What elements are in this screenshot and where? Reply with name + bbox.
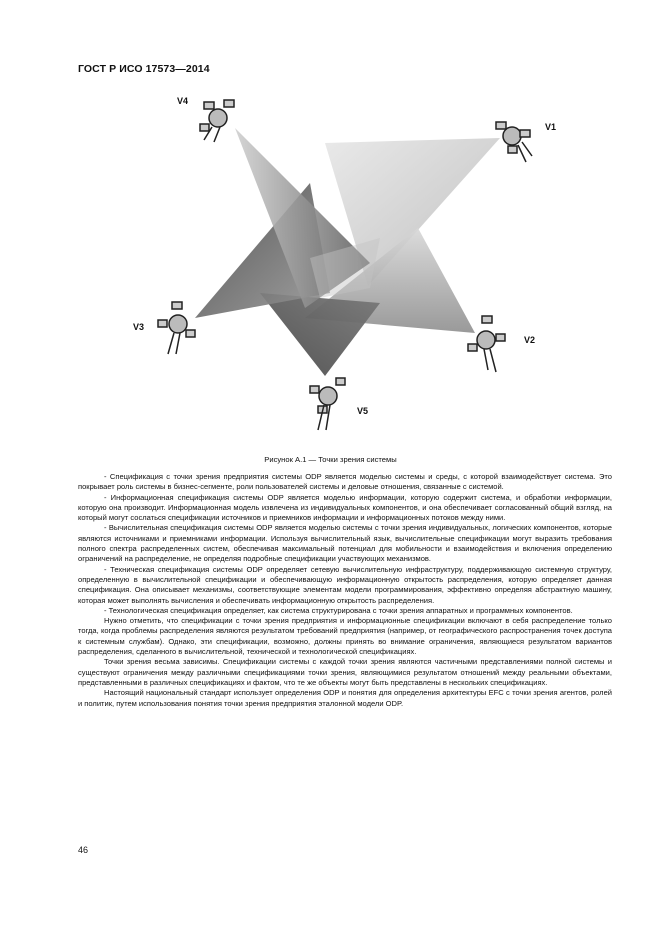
viewpoints-diagram bbox=[120, 88, 560, 448]
paragraph: - Вычислительная спецификация системы ODP является моделью системы с точки зрения индивидуальных, логических компонентов, которые являются источниками и приемниками информации. Используя вычислительный язык, вычислительные спецификации могут выразить требования полного спектра распределенных систем, обеспечивая максимальный потенциал для мобильности и взаимодействия и включения определению ограничений на распределение, не определяя подробные спецификации участвующих механизмов. bbox=[78, 523, 612, 564]
camera-icon-v5 bbox=[310, 378, 345, 430]
label-v5: V5 bbox=[357, 406, 369, 416]
camera-icon-v4 bbox=[200, 100, 234, 142]
camera-icon-v3 bbox=[158, 302, 195, 354]
page-number: 46 bbox=[78, 845, 89, 855]
camera-icon-v2 bbox=[468, 316, 505, 372]
camera-icon-v1 bbox=[496, 122, 532, 162]
label-v2: V2 bbox=[524, 335, 536, 345]
figure-caption: Рисунок А.1 — Точки зрения системы bbox=[264, 455, 397, 464]
paragraph: - Технологическая спецификация определяет, как система структурирована с точки зрения аппаратных и программных компонентов. bbox=[104, 605, 573, 615]
label-v3: V3 bbox=[133, 322, 145, 332]
viewpoint-v5-triangle bbox=[260, 293, 380, 376]
paragraph: Точки зрения весьма зависимы. Спецификации системы с каждой точки зрения являются частичными представлениями полной системы и существуют ограничения между различными спецификациями точки зрения, являющимися результатом отношений между реальными объектами, представленными в различных спецификациях и фактом, что те же объекты могут быть представлены в нескольких спецификациях. bbox=[78, 657, 612, 687]
paragraph: - Техническая спецификация системы ODP определяет сетевую вычислительную инфраструктуру, поддерживающую системную структуру, определенную в вычислительной спецификации и обеспечивающую информационную открытость распределения, которую определяет данная спецификация. Она описывает механизмы, соответствующие элементам модели программирования, эффективно определяя абстрактную машину, которая может выполнять вычисления и обеспечивать информационную открытость распределения. bbox=[78, 564, 612, 605]
paragraph: - Информационная спецификация системы ODP является моделью информации, которую содержит система, и обработки информации, которую она производит. Информационная модель извлечена из индивидуальных компонентов, и она обеспечивает согласованный общий взгляд, на который могут сослаться спецификации источников и приемников информации и информационных потоков между ними. bbox=[78, 492, 612, 523]
paragraph: Нужно отметить, что спецификации с точки зрения предприятия и информационные спецификации включают в себя распределение только тогда, когда проблемы распределения являются результатом требований предприятия (например, от географического распространения точек доступа к системным службам). Однако, эти спецификации, возможно, должны принять во внимание ограничения, являющиеся результатом вариантов распределения, сделанного в вычислительной, технической и технологической спецификациях. bbox=[78, 616, 612, 657]
paragraph: Настоящий национальный стандарт использует определения ODP и понятия для определения архитектуры EFC с точки зрения агентов, ролей и политик, путем использования понятия точки зрения предприятия эталонной модели ODP. bbox=[78, 688, 612, 708]
document-header: ГОСТ Р ИСО 17573—2014 bbox=[78, 63, 210, 75]
label-v4: V4 bbox=[177, 96, 189, 106]
viewpoints-figure bbox=[120, 88, 560, 448]
paragraph: - Спецификация с точки зрения предприятия системы ODP является моделью системы и среды, с которой взаимодействует система. Это покрывает роль системы в бизнес-сегменте, роли пользователей системы и деловые отношения, связанные с системой. bbox=[78, 472, 612, 492]
label-v1: V1 bbox=[545, 122, 557, 132]
body-text bbox=[78, 472, 612, 709]
